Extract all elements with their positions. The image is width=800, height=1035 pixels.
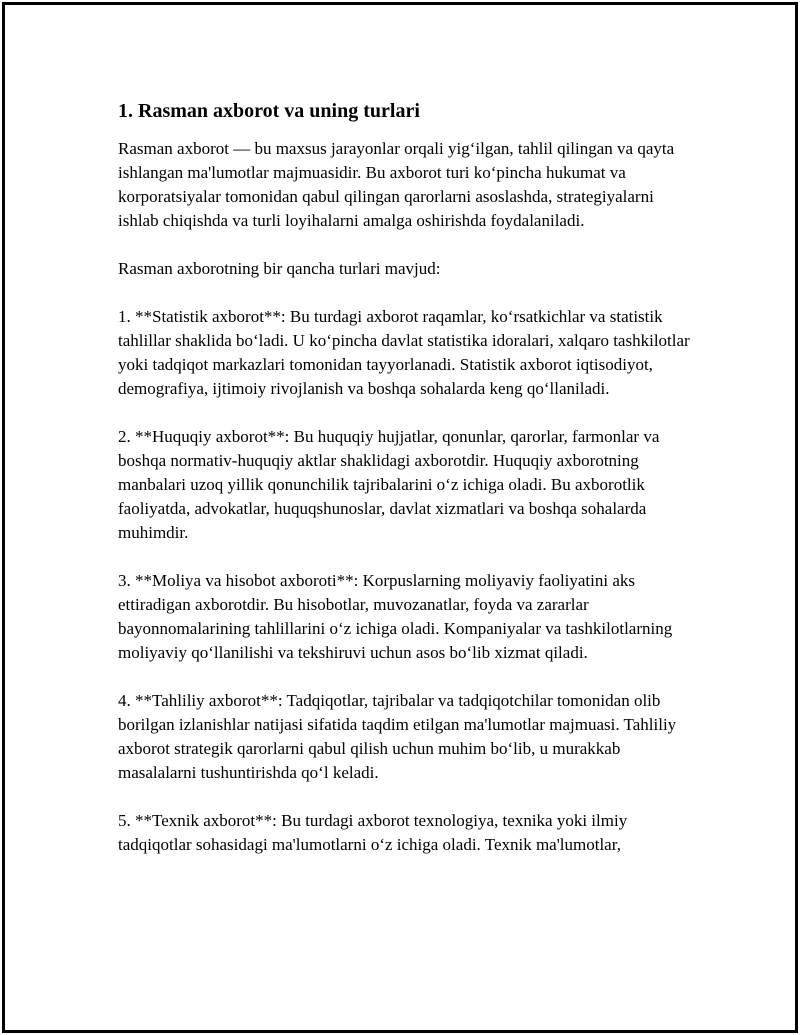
analytical-info-paragraph: 4. **Tahliliy axborot**: Tadqiqotlar, tajribalar va tadqiqotchilar tomonidan olib borilgan izlanishlar natijasi sifatida taqdim etilgan ma'lumotlar majmuasi. Tahliliy axborot strategik qarorlarni qabul qilish uchun muhim bo‘lib, u murakkab masalalarni tushuntirishda qo‘l keladi. xyxy=(118,691,677,782)
section-heading: 1. Rasman axborot va uning turlari xyxy=(118,100,420,122)
financial-info-paragraph: 3. **Moliya va hisobot axboroti**: Korpuslarning moliyaviy faoliyatini aks ettiradigan axborotdir. Bu hisobotlar, muvozanatlar, foyda va zararlar bayonnomalarining tahlillarini o‘z ichiga oladi. Kompaniyalar va tashkilotlarning moliyaviy qo‘llanilishi va tekshiruvi uchun asos bo‘lib xizmat qiladi. xyxy=(118,571,673,662)
document-body xyxy=(118,97,698,881)
document-page xyxy=(2,2,798,1033)
statistical-info-paragraph: 1. **Statistik axborot**: Bu turdagi axborot raqamlar, ko‘rsatkichlar va statistik tahlillar shaklida bo‘ladi. U ko‘pincha davlat statistika idoralari, xalqaro tashkilotlar yoki tadqiqot markazlari tomonidan tayyorlanadi. Statistik axborot iqtisodiyot, demografiya, ijtimoiy rivojlanish va boshqa sohalarda keng qo‘llaniladi. xyxy=(118,307,690,398)
intro-paragraph: Rasman axborot — bu maxsus jarayonlar orqali yig‘ilgan, tahlil qilingan va qayta ishlangan ma'lumotlar majmuasidir. Bu axborot turi ko‘pincha hukumat va korporatsiyalar tomonidan qabul qilingan qarorlarni asoslashda, strategiyalarni ishlab chiqishda va turli loyihalarni amalga oshirishda foydalaniladi. xyxy=(118,139,675,230)
types-intro-paragraph: Rasman axborotning bir qancha turlari mavjud: xyxy=(118,259,441,278)
technical-info-paragraph: 5. **Texnik axborot**: Bu turdagi axborot texnologiya, texnika yoki ilmiy tadqiqotlar sohasidagi ma'lumotlarni o‘z ichiga oladi. Texnik ma'lumotlar, xyxy=(118,811,628,854)
legal-info-paragraph: 2. **Huquqiy axborot**: Bu huquqiy hujjatlar, qonunlar, qarorlar, farmonlar va boshqa normativ-huquqiy aktlar shaklidagi axborotdir. Huquqiy axborotning manbalari uzoq yillik qonunchilik tajribalarini o‘z ichiga oladi. Bu axborotlik faoliyatda, advokatlar, huquqshunoslar, davlat xizmatlari va boshqa sohalarda muhimdir. xyxy=(118,427,660,542)
